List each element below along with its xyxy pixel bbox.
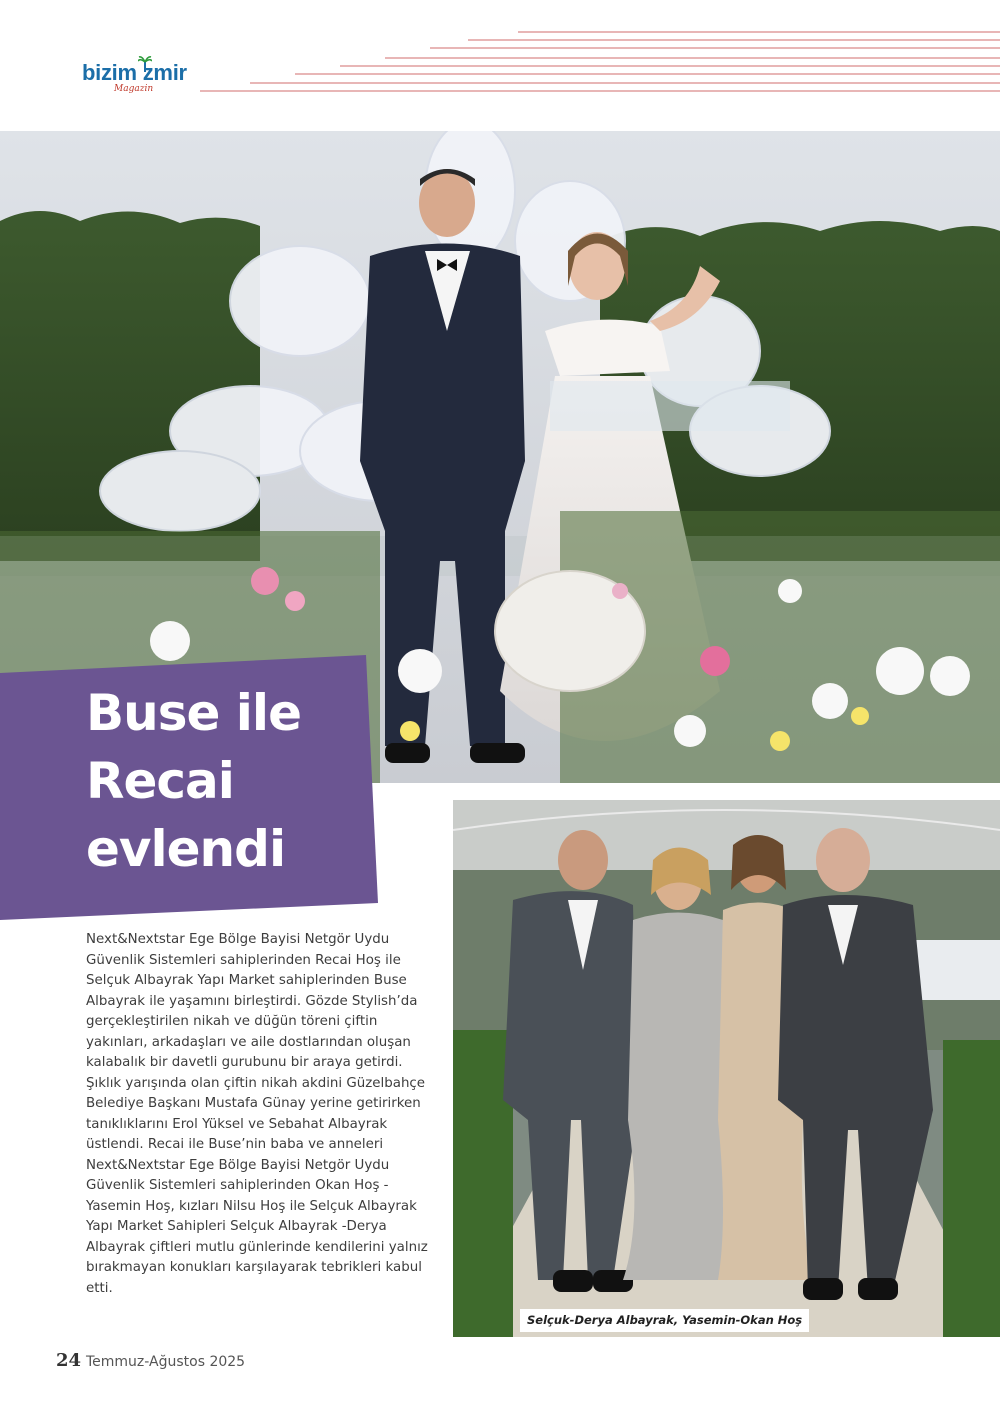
palm-tree-icon <box>138 56 152 72</box>
photo-caption: Selçuk-Derya Albayrak, Yasemin-Okan Hoş <box>520 1309 809 1332</box>
title-line-2: Recai <box>86 752 234 810</box>
title-line-1: Buse ile <box>86 684 301 742</box>
article-paragraph: Next&Nextstar Ege Bölge Bayisi Netgör Uydu Güvenlik Sistemleri sahiplerinden Recai Hoş ile Selçuk Albayrak Yapı Market sahiplerinden Buse Albayrak ile yaşamını birleştirdi. Gözde Stylish’da gerçekleştirilen nikah ve düğün töreni çiftin yakınları, arkadaşları ve aile dostlarından oluşan kalabalık bir davetli gurubunu bir araya getirdi. Şıklık yarışında olan çiftin nikah akdini Güzelbahçe Belediye Başkanı Mustafa Günay yerine getirirken tanıklıklarını Erol Yüksel ve Sebahat Albayrak üstlendi. Recai ile Buse’nin baba ve anneleri Next&Nextstar Ege Bölge Bayisi Netgör Uydu Güvenlik Sistemleri sahiplerinden Okan Hoş -Yasemin Hoş, kızları Nilsu Hoş ile Selçuk Albayrak Yapı Market Sahipleri Selçuk Albayrak -Derya Albayrak çiftleri mutlu günlerinde kendilerini yalnız bırakmayan konukları karşılayarak tebrikleri kabul etti. <box>86 932 428 1296</box>
logo-text-bizim: bizim <box>82 60 137 85</box>
issue-date: Temmuz-Ağustos 2025 <box>86 1354 246 1370</box>
article-title <box>86 679 376 883</box>
page-number: 24 <box>56 1350 82 1371</box>
logo-subtitle: Magazin <box>114 84 154 94</box>
title-banner <box>0 655 380 920</box>
families-photo <box>453 800 1000 1337</box>
magazine-logo <box>82 60 212 100</box>
article-body <box>86 930 431 1299</box>
logo-text-izmir: zmir <box>142 60 187 85</box>
title-line-3: evlendi <box>86 820 286 878</box>
header-decoration-lines <box>200 28 1000 98</box>
